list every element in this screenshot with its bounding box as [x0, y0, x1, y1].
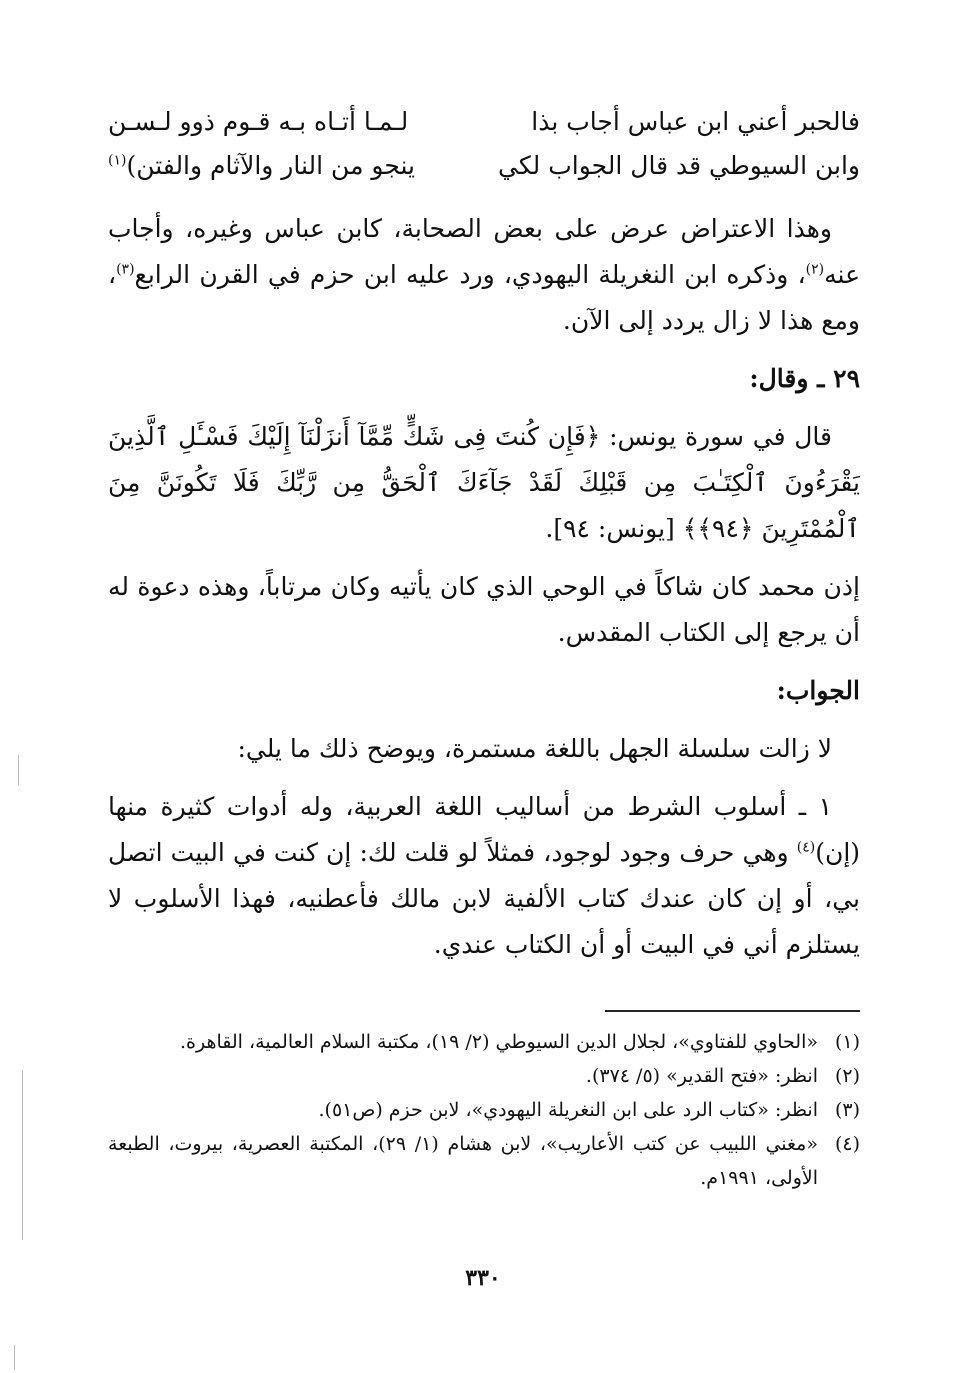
verse-first-hemistich: فالحبر أعني ابن عباس أجاب بذا [531, 107, 860, 136]
footnote-ref: (٣) [116, 261, 135, 278]
paragraph-text: وهي حرف وجود لوجود، فمثلاً لو قلت لك: إن كنت في البيت اتصل بي، أو إن كان عندك كتاب الألفية لابن مالك فأعطنيه، فهذا الأسلوب لا يستلزم أني في البيت أو أن الكتاب عندي. [108, 838, 860, 959]
footnote-text: انظر: «كتاب الرد على ابن النغريلة اليهودي»، لابن حزم (ص٥١). [318, 1099, 818, 1121]
footnote-item [108, 1127, 860, 1195]
answer-heading: الجواب: [776, 676, 860, 705]
footnote-number: (١) [834, 1031, 860, 1053]
paragraph-claim: إذن محمد كان شاكاً في الوحي الذي كان يأتيه وكان مرتاباً، وهذه دعوة له أن يرجع إلى الكتاب المقدس. [108, 572, 860, 647]
footnote-item [108, 1025, 860, 1059]
quran-verse: ﴿فَإِن كُنتَ فِى شَكٍّ مِّمَّآ أَنزَلْنَآ إِلَيْكَ فَسْـَٔلِ ٱلَّذِينَ يَقْرَءُونَ ٱلْكِتَـٰبَ مِن قَبْلِكَ لَقَدْ جَآءَكَ ٱلْحَقُّ مِن رَّبِّكَ فَلَا تَكُونَنَّ مِنَ ٱلْمُمْتَرِينَ ﴿٩٤﴾﴾ [108, 422, 860, 543]
page-number: ٣٣٠ [465, 1265, 501, 1291]
paragraph-text: ١ ـ أسلوب الشرط من أساليب اللغة العربية، وله أدوات كثيرة منها (إن) [108, 792, 861, 867]
scan-edge-line [18, 755, 19, 785]
paragraph-text: ، وذكره ابن النغريلة اليهودي، ورد عليه ابن حزم في القرن الرابع [134, 260, 806, 289]
verse-text: ينجو من النار والآثام والفتن) [126, 151, 415, 180]
paragraph-text: ، ومع هذا لا زال يردد إلى الآن. [108, 260, 860, 335]
quran-citation: [يونس: ٩٤]. [545, 514, 675, 543]
verse-first-hemistich: وابن السيوطي قد قال الجواب لكي [498, 151, 860, 180]
main-text [108, 100, 860, 968]
footnote-separator [605, 1010, 860, 1012]
footnote-item [108, 1093, 860, 1127]
paragraph-conditional-style [108, 784, 860, 968]
verse-line-1 [108, 100, 860, 144]
footnote-ref: (٢) [805, 261, 825, 278]
verse-second-hemistich: لـمـا أتـاه بـه قـوم ذوو لـسـن [108, 107, 409, 136]
verse-line-2 [108, 144, 860, 188]
footnote-item [108, 1059, 860, 1093]
footnotes [108, 1025, 860, 1195]
paragraph-answer-intro: لا زالت سلسلة الجهل باللغة مستمرة، ويوضح ذلك ما يلي: [237, 734, 832, 763]
quran-quote-paragraph [108, 414, 860, 552]
section-heading: ٢٩ ـ وقال: [749, 364, 860, 393]
verse-second-hemistich [108, 144, 498, 188]
footnote-ref: (٤) [796, 839, 816, 856]
footnote-text: «مغني اللبيب عن كتب الأعاريب»، لابن هشام (١/ ٢٩)، المكتبة العصرية، بيروت، الطبعة الأولى، ١٩٩١م. [108, 1133, 818, 1189]
footnote-number: (٤) [834, 1133, 860, 1155]
footnote-text: انظر: «فتح القدير» (٥/ ٣٧٤). [585, 1065, 818, 1087]
scan-edge-line [14, 1345, 15, 1370]
scan-edge-line [22, 1070, 23, 1240]
quran-intro: قال في سورة يونس: [609, 422, 832, 451]
footnote-number: (٢) [834, 1065, 860, 1087]
footnote-text: «الحاوي للفتاوي»، لجلال الدين السيوطي (٢/ ١٩)، مكتبة السلام العالمية، القاهرة. [180, 1031, 818, 1053]
paragraph-objection-history [108, 206, 860, 344]
footnote-ref: (١) [108, 152, 127, 169]
footnote-number: (٣) [834, 1099, 860, 1121]
paragraph-text: وهذا الاعتراض عرض على بعض الصحابة، كابن عباس وغيره، وأجاب عنه [108, 214, 860, 289]
